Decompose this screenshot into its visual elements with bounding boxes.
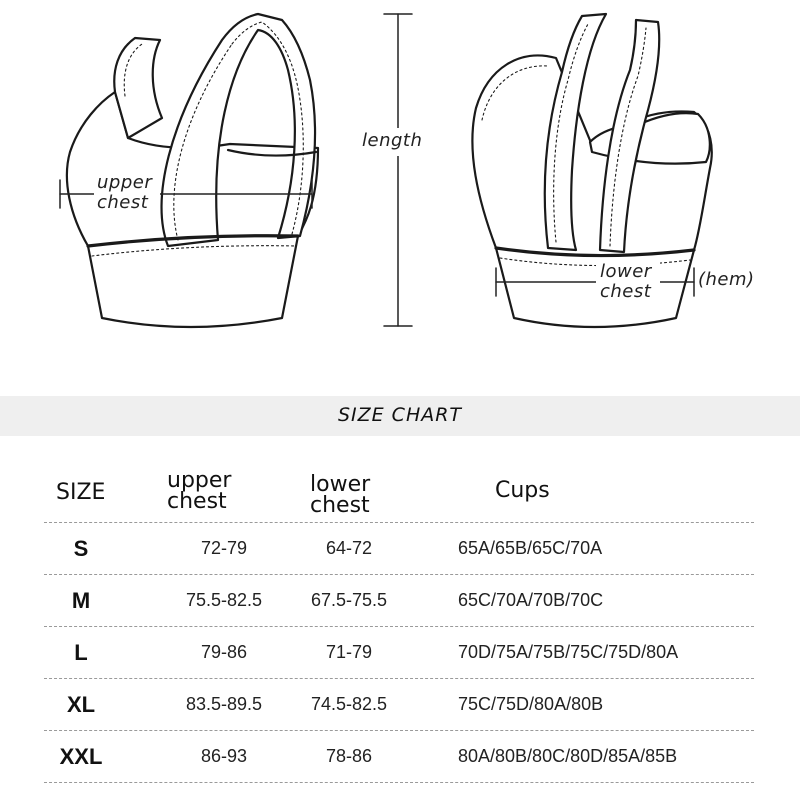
lower-chest-cell: 64-72 xyxy=(325,538,373,558)
size-cell: XL xyxy=(66,692,96,717)
table-header xyxy=(44,460,754,523)
lower-chest-cell: 74.5-82.5 xyxy=(310,694,388,714)
cups-cell: 70D/75A/75B/75C/75D/80A xyxy=(458,642,679,662)
table-row xyxy=(44,731,754,783)
measurement-diagram xyxy=(0,0,800,390)
header-lower-chest: lower chest xyxy=(310,472,371,518)
cups-cell: 65C/70A/70B/70C xyxy=(458,590,604,610)
upper-chest-cell: 75.5-82.5 xyxy=(185,590,263,610)
hem-label: (hem) xyxy=(698,269,755,290)
cups-cell: 75C/75D/80A/80B xyxy=(458,694,604,714)
header-size: SIZE xyxy=(56,480,106,505)
table-row xyxy=(44,627,754,679)
header-cups: Cups xyxy=(495,478,550,503)
cups-cell: 80A/80B/80C/80D/85A/85B xyxy=(458,746,678,766)
size-cell: L xyxy=(74,640,88,665)
lower-chest-cell: 71-79 xyxy=(325,642,373,662)
back-view-bra-illustration xyxy=(472,14,711,327)
size-cell: XXL xyxy=(59,744,103,769)
lower-chest-cell: 78-86 xyxy=(325,746,373,766)
size-cell: M xyxy=(71,588,91,613)
lower-chest-label: lower chest xyxy=(600,261,652,302)
table-row xyxy=(44,523,754,575)
size-cell: S xyxy=(73,536,89,561)
upper-chest-cell: 86-93 xyxy=(200,746,248,766)
size-chart-title: SIZE CHART xyxy=(337,404,463,426)
upper-chest-cell: 83.5-89.5 xyxy=(185,694,263,714)
header-upper-chest: upper chest xyxy=(167,468,232,514)
upper-chest-cell: 79-86 xyxy=(200,642,248,662)
size-table xyxy=(44,460,754,783)
upper-chest-cell: 72-79 xyxy=(200,538,248,558)
lower-chest-cell: 67.5-75.5 xyxy=(310,590,388,610)
table-row xyxy=(44,575,754,627)
cups-cell: 65A/65B/65C/70A xyxy=(458,538,603,558)
length-label: length xyxy=(362,130,423,151)
table-row xyxy=(44,679,754,731)
front-view-bra-illustration xyxy=(67,14,318,327)
upper-chest-label: upper chest xyxy=(97,172,153,213)
